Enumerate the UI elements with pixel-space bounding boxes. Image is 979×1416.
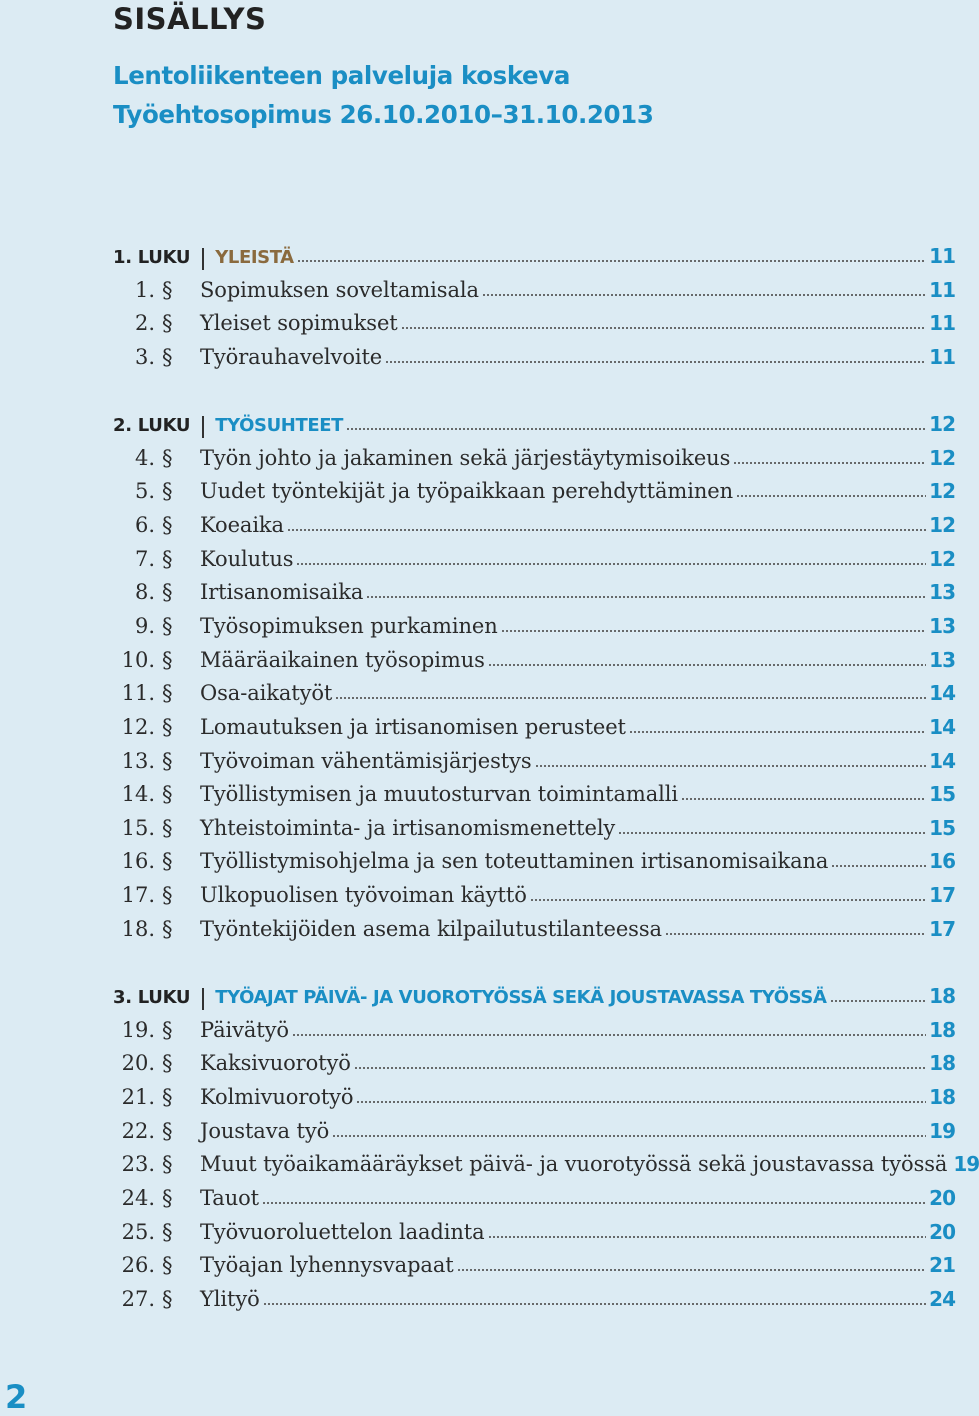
dot-leader bbox=[830, 999, 927, 1003]
section-symbol: § bbox=[162, 512, 173, 537]
section-title: Ylityö bbox=[200, 1286, 260, 1311]
section-symbol: § bbox=[162, 1051, 173, 1076]
section-page-number: 19 bbox=[929, 1118, 955, 1143]
section-title: Päivätyö bbox=[200, 1017, 289, 1042]
section-page-number: 13 bbox=[929, 580, 955, 605]
toc-entry bbox=[113, 1152, 979, 1182]
toc-entry bbox=[113, 1220, 955, 1250]
section-page-number: 12 bbox=[929, 445, 955, 470]
section-page-number: 20 bbox=[929, 1219, 955, 1244]
section-symbol: § bbox=[162, 479, 173, 504]
dot-leader bbox=[629, 730, 926, 734]
section-number: 4. bbox=[134, 445, 155, 470]
dot-leader bbox=[385, 360, 926, 364]
section-symbol: § bbox=[162, 1017, 173, 1042]
chapter-separator bbox=[202, 248, 204, 270]
section-symbol: § bbox=[162, 1118, 173, 1143]
section-page-number: 11 bbox=[929, 277, 955, 302]
section-number: 16. bbox=[121, 849, 155, 874]
section-title: Lomautuksen ja irtisanomisen perusteet bbox=[200, 714, 626, 739]
section-page-number: 17 bbox=[929, 883, 955, 908]
dot-leader bbox=[366, 595, 926, 599]
dot-leader bbox=[535, 764, 927, 768]
dot-leader bbox=[831, 864, 926, 868]
dot-leader bbox=[332, 1134, 926, 1138]
section-symbol: § bbox=[162, 1253, 173, 1278]
dot-leader bbox=[736, 494, 926, 498]
section-page-number: 12 bbox=[929, 479, 955, 504]
dot-leader bbox=[488, 663, 926, 667]
toc-entry bbox=[113, 311, 955, 341]
section-number: 1. bbox=[134, 277, 155, 302]
section-number: 12. bbox=[121, 714, 155, 739]
dot-leader bbox=[287, 528, 926, 532]
section-page-number: 16 bbox=[929, 849, 955, 874]
section-number: 24. bbox=[121, 1185, 155, 1210]
page-title: SISÄLLYS bbox=[113, 2, 267, 36]
section-page-number: 12 bbox=[929, 546, 955, 571]
section-symbol: § bbox=[162, 815, 173, 840]
section-title: Työllistymisohjelma ja sen toteuttaminen irtisanomisaikana bbox=[200, 849, 829, 874]
section-title: Irtisanomisaika bbox=[200, 580, 364, 605]
dot-leader bbox=[681, 797, 926, 801]
section-symbol: § bbox=[162, 714, 173, 739]
dot-leader bbox=[356, 1100, 926, 1104]
toc-entry bbox=[113, 849, 955, 879]
dot-leader bbox=[263, 1302, 927, 1306]
section-title: Uudet työntekijät ja työpaikkaan perehdyttäminen bbox=[200, 479, 734, 504]
chapter-label: 2. LUKU bbox=[113, 415, 191, 436]
dot-leader bbox=[482, 293, 926, 297]
section-title: Työrauhavelvoite bbox=[200, 344, 383, 369]
section-number: 14. bbox=[121, 782, 155, 807]
section-page-number: 18 bbox=[929, 1051, 955, 1076]
section-title: Joustava työ bbox=[200, 1118, 330, 1143]
section-page-number: 14 bbox=[929, 714, 955, 739]
section-page-number: 18 bbox=[929, 1084, 955, 1109]
chapter-heading bbox=[113, 412, 955, 442]
section-symbol: § bbox=[162, 849, 173, 874]
section-number: 21. bbox=[121, 1084, 155, 1109]
section-title: Työvuoroluettelon laadinta bbox=[200, 1219, 485, 1244]
section-number: 17. bbox=[121, 883, 155, 908]
toc-entry bbox=[113, 513, 955, 543]
toc-entry bbox=[113, 446, 955, 476]
section-symbol: § bbox=[162, 1152, 173, 1177]
chapter-page-number: 11 bbox=[929, 244, 955, 268]
dot-leader bbox=[457, 1268, 927, 1272]
chapter-page-number: 18 bbox=[929, 984, 955, 1008]
section-number: 11. bbox=[121, 681, 155, 706]
toc-entry bbox=[113, 1085, 955, 1115]
dot-leader bbox=[733, 461, 926, 465]
toc-entry bbox=[113, 816, 955, 846]
dot-leader bbox=[501, 629, 927, 633]
dot-leader bbox=[354, 1066, 926, 1070]
dot-leader bbox=[488, 1235, 927, 1239]
dot-leader bbox=[401, 326, 927, 330]
dot-leader bbox=[530, 898, 926, 902]
chapter-title: TYÖAJAT PÄIVÄ- JA VUOROTYÖSSÄ SEKÄ JOUSTAVASSA TYÖSSÄ bbox=[215, 987, 827, 1008]
section-number: 3. bbox=[134, 344, 155, 369]
section-number: 8. bbox=[134, 580, 155, 605]
document-subtitle-line1: Lentoliikenteen palveluja koskeva bbox=[113, 61, 570, 90]
section-symbol: § bbox=[162, 1219, 173, 1244]
section-title: Työllistymisen ja muutosturvan toimintamalli bbox=[200, 782, 678, 807]
section-number: 7. bbox=[134, 546, 155, 571]
section-number: 13. bbox=[121, 748, 155, 773]
toc-entry bbox=[113, 1051, 955, 1081]
section-page-number: 15 bbox=[929, 782, 955, 807]
dot-leader bbox=[292, 1033, 926, 1037]
section-title: Koeaika bbox=[200, 512, 284, 537]
toc-entry bbox=[113, 345, 955, 375]
section-symbol: § bbox=[162, 277, 173, 302]
section-number: 15. bbox=[121, 815, 155, 840]
section-symbol: § bbox=[162, 580, 173, 605]
section-symbol: § bbox=[162, 748, 173, 773]
toc-entry bbox=[113, 479, 955, 509]
toc-entry bbox=[113, 1287, 955, 1317]
section-title: Kolmivuorotyö bbox=[200, 1084, 354, 1109]
toc-entry bbox=[113, 749, 955, 779]
toc-entry bbox=[113, 1253, 955, 1283]
page-number: 2 bbox=[5, 1378, 28, 1416]
dot-leader bbox=[296, 562, 926, 566]
document-subtitle-line2: Työehtosopimus 26.10.2010–31.10.2013 bbox=[113, 100, 654, 129]
chapter-separator bbox=[202, 416, 204, 438]
section-symbol: § bbox=[162, 613, 173, 638]
section-title: Työn johto ja jakaminen sekä järjestäytymisoikeus bbox=[200, 445, 731, 470]
section-title: Osa-aikatyöt bbox=[200, 681, 333, 706]
toc-entry bbox=[113, 547, 955, 577]
section-symbol: § bbox=[162, 546, 173, 571]
dot-leader bbox=[297, 259, 926, 263]
section-symbol: § bbox=[162, 1286, 173, 1311]
toc-entry bbox=[113, 1119, 955, 1149]
dot-leader bbox=[335, 696, 926, 700]
section-symbol: § bbox=[162, 883, 173, 908]
chapter-title: TYÖSUHTEET bbox=[215, 415, 344, 436]
section-symbol: § bbox=[162, 916, 173, 941]
toc-entry bbox=[113, 917, 955, 947]
section-page-number: 24 bbox=[929, 1286, 955, 1311]
section-symbol: § bbox=[162, 1185, 173, 1210]
section-title: Työvoiman vähentämisjärjestys bbox=[200, 748, 532, 773]
section-symbol: § bbox=[162, 1084, 173, 1109]
section-symbol: § bbox=[162, 782, 173, 807]
chapter-heading bbox=[113, 984, 955, 1014]
section-title: Työntekijöiden asema kilpailutustilanteessa bbox=[200, 916, 662, 941]
section-page-number: 14 bbox=[929, 748, 955, 773]
toc-entry bbox=[113, 614, 955, 644]
toc-entry bbox=[113, 715, 955, 745]
section-title: Työsopimuksen purkaminen bbox=[200, 613, 498, 638]
section-page-number: 18 bbox=[929, 1017, 955, 1042]
section-symbol: § bbox=[162, 344, 173, 369]
dot-leader bbox=[262, 1201, 926, 1205]
chapter-label: 3. LUKU bbox=[113, 987, 191, 1008]
section-title: Työajan lyhennysvapaat bbox=[200, 1253, 454, 1278]
toc-entry bbox=[113, 648, 955, 678]
chapter-title: YLEISTÄ bbox=[215, 247, 294, 268]
section-symbol: § bbox=[162, 311, 173, 336]
section-symbol: § bbox=[162, 445, 173, 470]
section-page-number: 15 bbox=[929, 815, 955, 840]
section-page-number: 13 bbox=[929, 613, 955, 638]
chapter-heading bbox=[113, 244, 955, 274]
section-number: 27. bbox=[121, 1286, 155, 1311]
toc-entry bbox=[113, 1186, 955, 1216]
dot-leader bbox=[665, 932, 926, 936]
toc-entry bbox=[113, 883, 955, 913]
section-number: 25. bbox=[121, 1219, 155, 1244]
section-title: Koulutus bbox=[200, 546, 294, 571]
section-page-number: 13 bbox=[929, 647, 955, 672]
section-number: 9. bbox=[134, 613, 155, 638]
toc-entry bbox=[113, 1018, 955, 1048]
toc-entry bbox=[113, 782, 955, 812]
chapter-label: 1. LUKU bbox=[113, 247, 191, 268]
section-page-number: 12 bbox=[929, 512, 955, 537]
section-title: Ulkopuolisen työvoiman käyttö bbox=[200, 883, 527, 908]
section-page-number: 14 bbox=[929, 681, 955, 706]
section-title: Määräaikainen työsopimus bbox=[200, 647, 485, 672]
dot-leader bbox=[346, 427, 926, 431]
section-title: Muut työaikamääräykset päivä- ja vuorotyössä sekä joustavassa työssä bbox=[200, 1152, 948, 1177]
section-number: 23. bbox=[121, 1152, 155, 1177]
section-number: 10. bbox=[121, 647, 155, 672]
section-page-number: 20 bbox=[929, 1185, 955, 1210]
section-symbol: § bbox=[162, 647, 173, 672]
section-page-number: 11 bbox=[929, 311, 955, 336]
section-title: Sopimuksen soveltamisala bbox=[200, 277, 479, 302]
section-page-number: 11 bbox=[929, 344, 955, 369]
section-title: Yhteistoiminta- ja irtisanomismenettely bbox=[200, 815, 616, 840]
section-number: 6. bbox=[134, 512, 155, 537]
section-number: 2. bbox=[134, 311, 155, 336]
section-title: Kaksivuorotyö bbox=[200, 1051, 351, 1076]
section-number: 20. bbox=[121, 1051, 155, 1076]
section-symbol: § bbox=[162, 681, 173, 706]
section-title: Tauot bbox=[200, 1185, 260, 1210]
dot-leader bbox=[618, 831, 926, 835]
section-number: 26. bbox=[121, 1253, 155, 1278]
chapter-separator bbox=[202, 988, 204, 1010]
section-number: 19. bbox=[121, 1017, 155, 1042]
toc-entry bbox=[113, 278, 955, 308]
toc-entry bbox=[113, 681, 955, 711]
section-number: 22. bbox=[121, 1118, 155, 1143]
section-page-number: 21 bbox=[929, 1253, 955, 1278]
section-number: 5. bbox=[134, 479, 155, 504]
section-number: 18. bbox=[121, 916, 155, 941]
chapter-page-number: 12 bbox=[929, 412, 955, 436]
section-title: Yleiset sopimukset bbox=[200, 311, 398, 336]
section-page-number: 19 bbox=[953, 1152, 979, 1177]
section-page-number: 17 bbox=[929, 916, 955, 941]
toc-entry bbox=[113, 580, 955, 610]
